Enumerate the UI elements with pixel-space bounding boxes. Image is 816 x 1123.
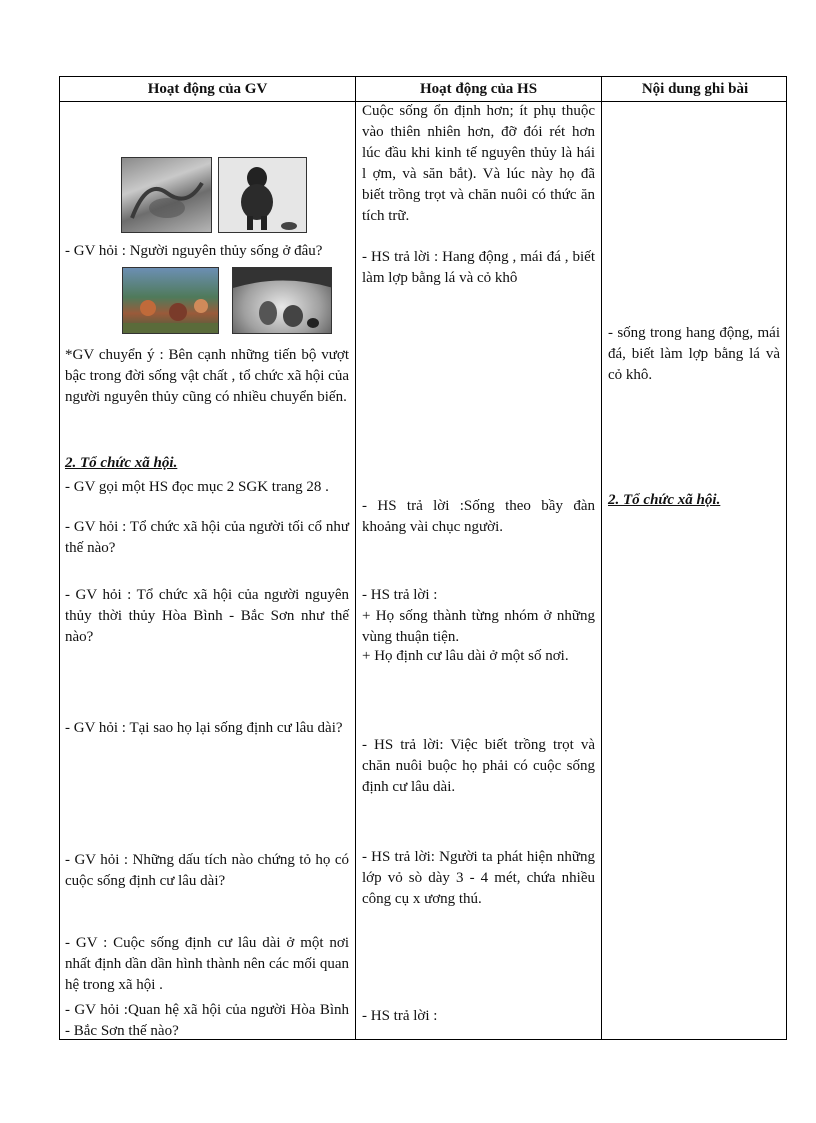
lesson-table [59, 76, 787, 1040]
settlement-painting-image [122, 267, 219, 334]
hs-answer-hoabinh-2: + Họ định cư lâu dài ở một số nơi. [362, 648, 569, 664]
cave-dwellers-image [232, 267, 332, 334]
header-notes: Nội dung ghi bài [641, 81, 749, 97]
hs-answer-hoabinh-1: + Họ sống thành từng nhóm ở những vùng thuận tiện. [362, 608, 595, 645]
hs-answer-relations: - HS trả lời : [362, 1008, 438, 1024]
gv-question-traces: - GV hỏi : Những dấu tích nào chứng tỏ họ có cuộc sống định cư lâu dài? [65, 852, 349, 889]
hs-answer-hoabinh-intro: - HS trả lời : [362, 587, 438, 603]
header-hs: Hoạt động của HS [419, 81, 538, 97]
notes-section-title: 2. Tổ chức xã hội. [608, 492, 721, 508]
gv-read-sgk: - GV gọi một HS đọc mục 2 SGK trang 28 . [65, 479, 329, 495]
hs-answer-where: - HS trả lời : Hang động , mái đá , biết làm lợp bằng lá và cỏ khô [362, 249, 595, 286]
column-divider [601, 77, 602, 1039]
gv-section-title: 2. Tổ chức xã hội. [65, 455, 178, 471]
header-gv: Hoạt động của GV [147, 81, 268, 97]
gv-question-relations: - GV hỏi :Quan hệ xã hội của người Hòa Bình - Bắc Sơn thế nào? [65, 1002, 349, 1039]
primitive-man-image [218, 157, 307, 233]
hs-answer-ancient: - HS trả lời :Sống theo bầy đàn khoảng vài chục người. [362, 498, 595, 535]
notes-shelter: - sống trong hang động, mái đá, biết làm lợp bằng lá và cỏ khô. [608, 325, 780, 383]
hs-answer-why: - HS trả lời: Việc biết trồng trọt và chăn nuôi buộc họ phải có cuộc sống định cư lâu dài. [362, 737, 595, 795]
hs-answer-traces: - HS trả lời: Người ta phát hiện những lớp vỏ sò dày 3 - 4 mét, chứa nhiều công cụ x ương thú. [362, 849, 595, 907]
gv-question-hoabinh: - GV hỏi : Tổ chức xã hội của người nguyên thủy thời thủy Hòa Bình - Bắc Sơn như thế nào? [65, 587, 349, 645]
column-divider [355, 77, 356, 1039]
hs-stable-life: Cuộc sống ổn định hơn; ít phụ thuộc vào thiên nhiên hơn, đỡ đói rét hơn lúc đầu khi kinh tế nguyên thủy là hái l ợm, và săn bắt). Và lúc này họ đã biết trồng trọt và chăn nuôi có thức ăn tích trữ. [362, 103, 595, 224]
gv-question-ancient: - GV hỏi : Tổ chức xã hội của người tối cổ như thế nào? [65, 519, 349, 556]
gv-question-where: - GV hỏi : Người nguyên thủy sống ở đâu? [65, 243, 323, 259]
gv-question-why: - GV hỏi : Tại sao họ lại sống định cư lâu dài? [65, 720, 343, 736]
gv-statement: - GV : Cuộc sống định cư lâu dài ở một nơi nhất định dần dần hình thành nên các mối quan hệ trong xã hội . [65, 935, 349, 993]
gv-transition: *GV chuyển ý : Bên cạnh những tiến bộ vượt bậc trong đời sống vật chất , tổ chức xã hội của người nguyên thủy cũng có nhiều chuyển biến. [65, 347, 349, 405]
cave-scene-image [121, 157, 212, 233]
